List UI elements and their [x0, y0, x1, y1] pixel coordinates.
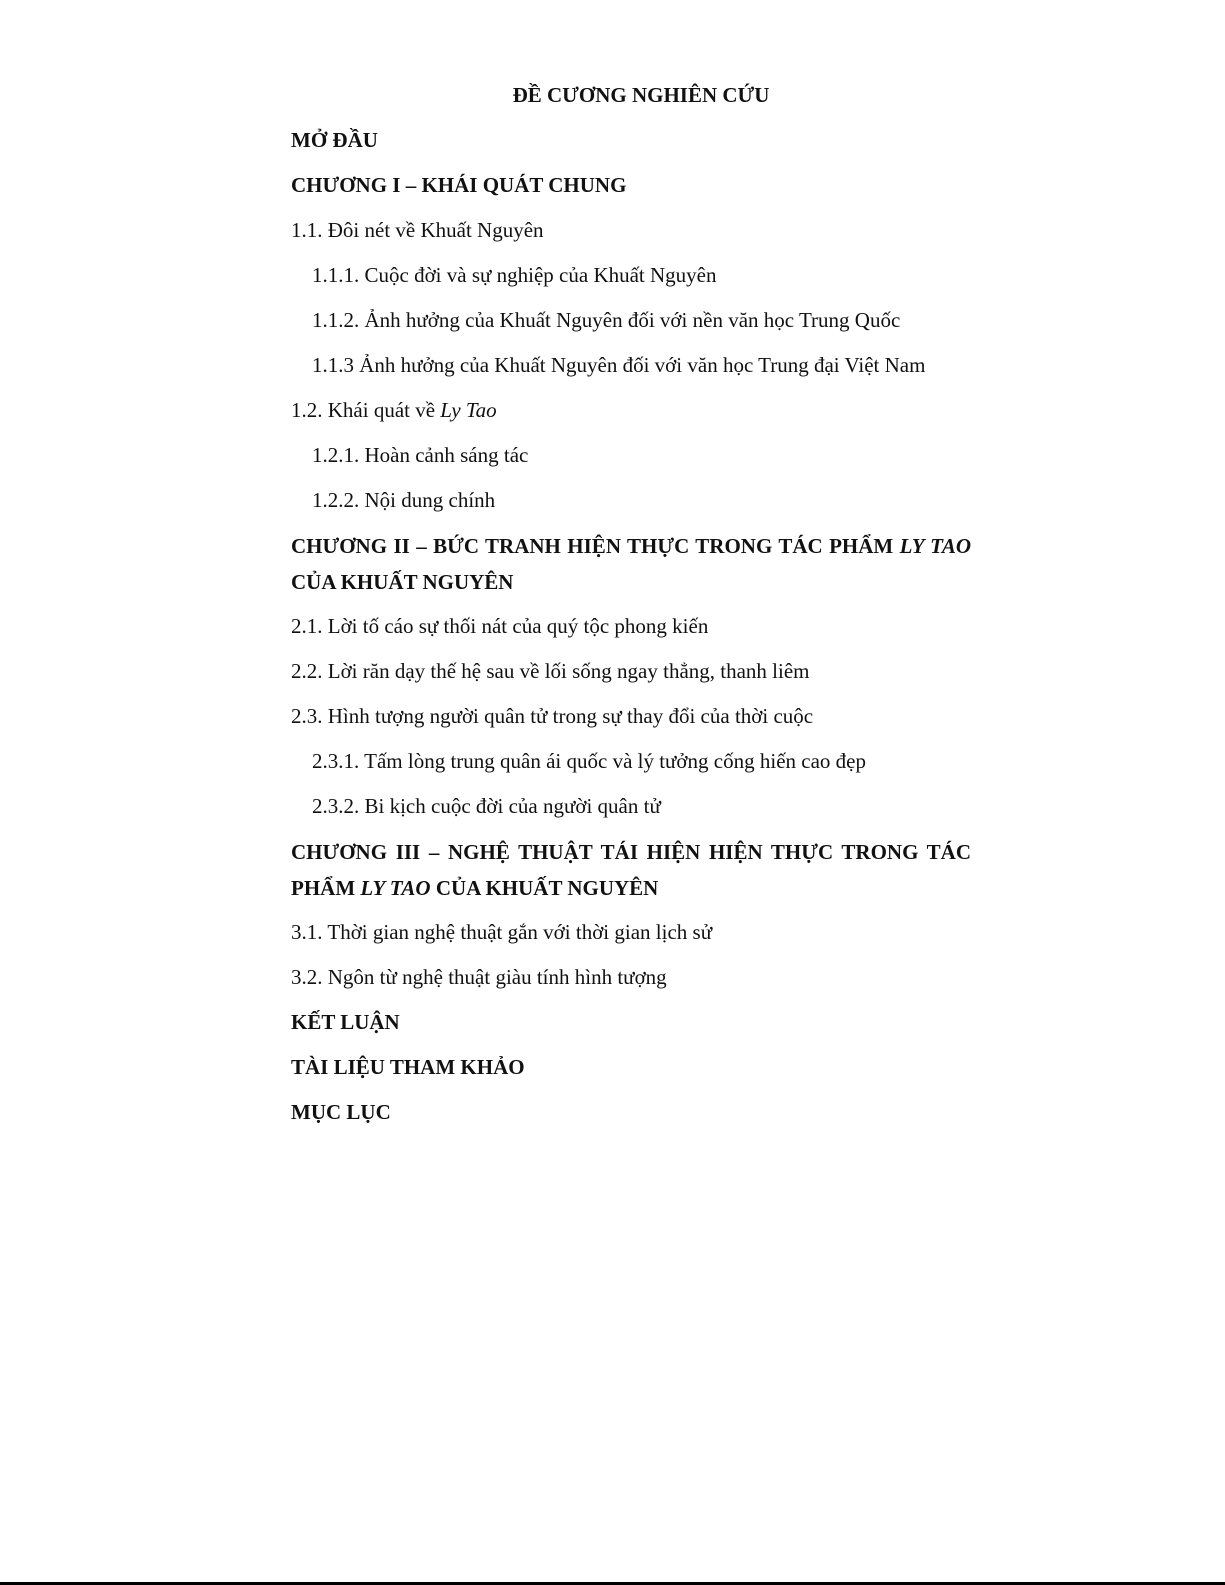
- chapter-2-heading-line-2: CỦA KHUẤT NGUYÊN: [291, 570, 514, 594]
- outline-content: [291, 78, 971, 1140]
- section-1-2: [291, 393, 971, 427]
- section-1-1-2: 1.1.2. Ảnh hưởng của Khuất Nguyên đối với nền văn học Trung Quốc: [312, 308, 901, 332]
- document-title: ĐỀ CƯƠNG NGHIÊN CỨU: [512, 83, 770, 107]
- chapter-3-heading-suffix: CỦA KHUẤT NGUYÊN: [430, 876, 659, 900]
- section-3-1: 3.1. Thời gian nghệ thuật gắn với thời gian lịch sử: [291, 920, 713, 944]
- conclusion-heading: KẾT LUẬN: [291, 1010, 400, 1034]
- chapter-3-heading-line-1: CHƯƠNG III – NGHỆ THUẬT TÁI HIỆN HIỆN THỰC TRONG TÁC: [291, 840, 971, 864]
- section-2-2: 2.2. Lời răn dạy thế hệ sau về lối sống ngay thẳng, thanh liêm: [291, 659, 810, 683]
- section-1-2-2: 1.2.2. Nội dung chính: [312, 488, 496, 512]
- references-heading: TÀI LIỆU THAM KHẢO: [291, 1055, 525, 1079]
- section-1-2-prefix: 1.2. Khái quát về: [291, 398, 441, 422]
- chapter-3-heading-prefix: PHẨM: [291, 876, 361, 900]
- section-1-2-italic-title: Ly Tao: [440, 398, 497, 422]
- chapter-2-heading-line-1: [291, 528, 971, 564]
- table-of-contents-heading: MỤC LỤC: [291, 1100, 391, 1124]
- section-1-1: 1.1. Đôi nét về Khuất Nguyên: [291, 218, 544, 242]
- chapter-2-heading-italic: LY TAO: [899, 534, 971, 558]
- chapter-2-heading-prefix: CHƯƠNG II – BỨC TRANH HIỆN THỰC TRONG TÁC PHẨM: [291, 534, 900, 558]
- section-1-1-1: 1.1.1. Cuộc đời và sự nghiệp của Khuất Nguyên: [312, 263, 717, 287]
- section-2-3-2: 2.3.2. Bi kịch cuộc đời của người quân tử: [312, 794, 661, 818]
- intro-heading: MỞ ĐẦU: [291, 128, 378, 152]
- chapter-3-heading-italic: LY TAO: [360, 876, 431, 900]
- section-2-3: 2.3. Hình tượng người quân tử trong sự thay đổi của thời cuộc: [291, 704, 814, 728]
- section-1-1-3: 1.1.3 Ảnh hưởng của Khuất Nguyên đối với văn học Trung đại Việt Nam: [312, 353, 926, 377]
- section-3-2: 3.2. Ngôn từ nghệ thuật giàu tính hình tượng: [291, 965, 667, 989]
- chapter-3-heading-line-2: [291, 870, 971, 906]
- section-2-1: 2.1. Lời tố cáo sự thối nát của quý tộc phong kiến: [291, 614, 709, 638]
- section-2-3-1: 2.3.1. Tấm lòng trung quân ái quốc và lý tưởng cống hiến cao đẹp: [312, 749, 866, 773]
- chapter-2-heading: [291, 528, 971, 600]
- chapter-1-heading: CHƯƠNG I – KHÁI QUÁT CHUNG: [291, 173, 627, 197]
- chapter-3-heading: [291, 834, 971, 906]
- section-1-2-1: 1.2.1. Hoàn cảnh sáng tác: [312, 443, 529, 467]
